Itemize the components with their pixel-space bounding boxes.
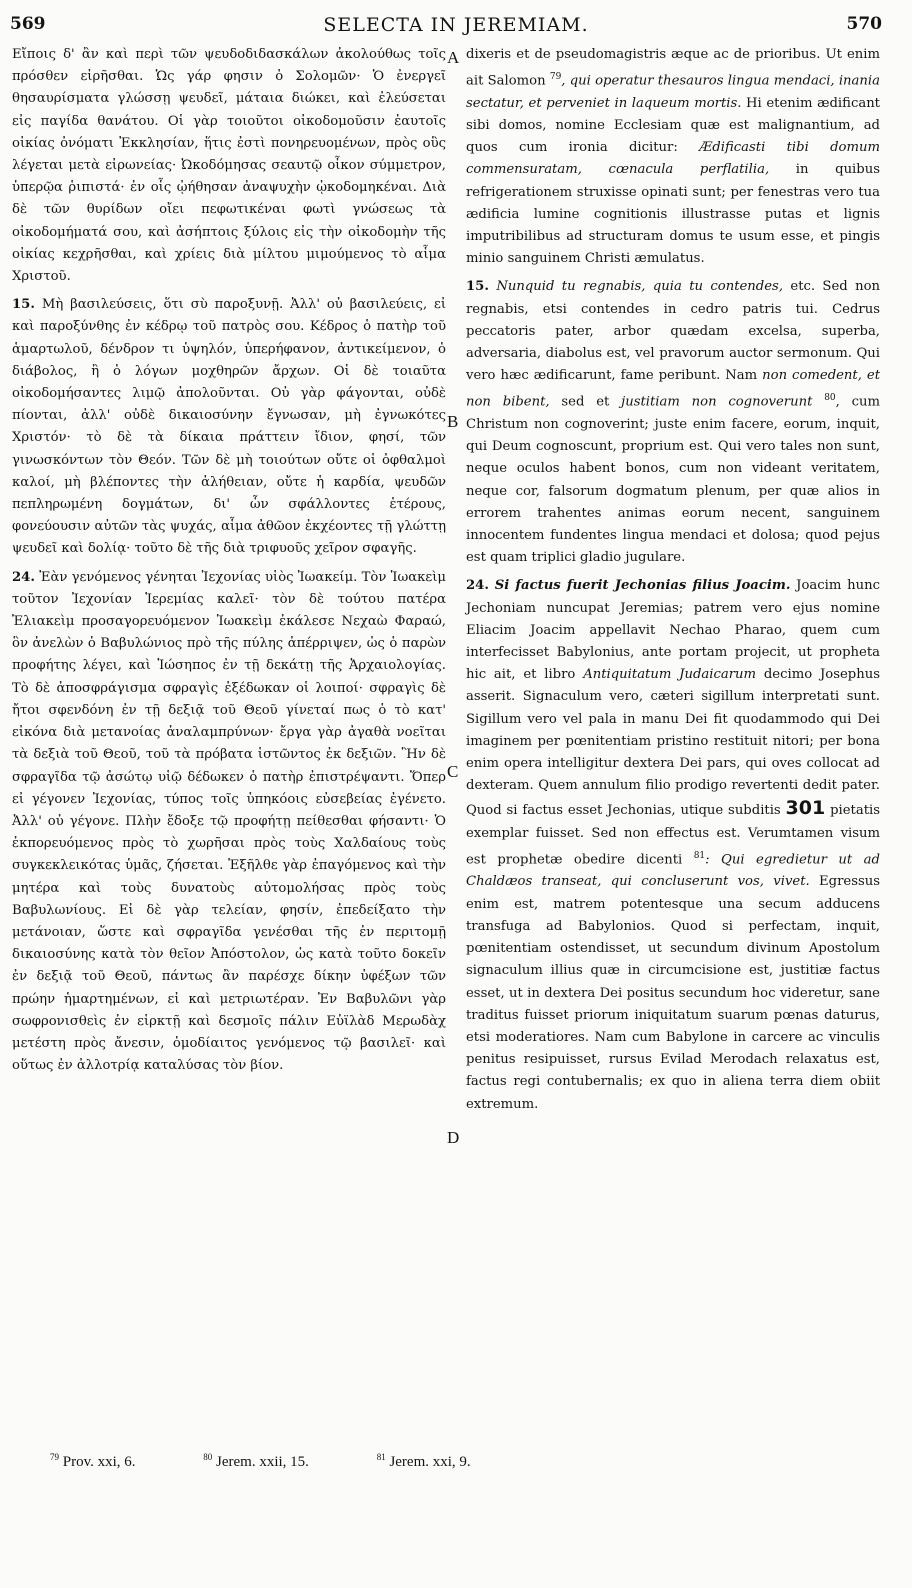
footnote-text: Jerem. xxi, 9.: [389, 1454, 471, 1470]
greek-paragraph: [12, 567, 446, 1078]
latin-paragraph: [466, 575, 880, 1115]
latin-text: Joacim hunc Jechoniam nuncupat Jeremias; patrem vero ejus nomine Eliacim Joacim appellavit Nechao Pharao, quem cum interfecisset Babylonius, ante portam projecit, ut propheta hic ait, et libro: [466, 578, 880, 683]
latin-quote: , qui operatur thesauros lingua mendaci, inania sectatur, et perveniet in laqueum mortis.: [466, 73, 880, 111]
footnotes: [50, 1452, 870, 1471]
footnote-ref: 81: [693, 850, 706, 861]
margin-letter-c: C: [447, 762, 459, 781]
footnote-text: Jerem. xxii, 15.: [216, 1454, 309, 1470]
verse-number: 24.: [12, 569, 35, 585]
verse-number: 24.: [466, 578, 489, 594]
page-header: [0, 0, 912, 40]
latin-text: sed et: [561, 394, 610, 410]
latin-quote: Nunquid tu regnabis, quia tu contendes,: [496, 279, 784, 295]
latin-text: Egressus enim est, matrem potentesque una secum adducens transfuga ad Babylonios. Quod si perfectam, inquit, pœnitentiam ostendisset, ut secundum divinum Apostolum signaculum illius quæ in circumcisione est, justitiæ factus esset, ut in dextera Dei positus secundum hoc videretur, sane traditus fuisset priorum iniquitatum suarum pœnas daturus, etsi moderatiores. Nam cum Babylone in carcere ac vinculis penitus resipuisset, rursus Evilad Merodach relaxatus est, factus regi contubernalis; ex quo in aliena terra diem obiit extremum.: [466, 874, 880, 1112]
verse-number: 15.: [12, 297, 35, 313]
greek-column: [12, 44, 446, 1077]
greek-text: Μὴ βασιλεύσεις, ὅτι σὺ παροξυνῇ. Ἀλλ' οὐ βασιλεύεις, εἰ καὶ παροξύνθης ἐν κέδρῳ τοῦ πατρὸς σου. Κέδρος ὁ πατὴρ τοῦ ἁμαρτωλοῦ, δένδρον τι ὑψηλόν, ὑπερήφανον, ἀντικείμενον, ὁ διάβολος, ἢ ὁ λόγων μοχθηρῶν ἄρχων. Οἱ δὲ τοιαῦτα οἰκοδομήσαντες λιμῷ ἀπολοῦνται. Οὐ γὰρ φάγονται, οὐδὲ πίονται, ἀλλ' οὐδὲ δικαιοσύνην ἔγνωσαν, μὴ ἐγνωκότες Χριστόν· τὸ δὲ τὰ δίκαια πράττειν ἴδιον, φησί, τῶν γινωσκόντων τὸν Θεόν. Τῶν δὲ μὴ τοιούτων οὔτε οἱ ὀφθαλμοὶ καλοί, μὴ βλέποντες τὴν ἀλήθειαν, οὔτε ἡ καρδία, ψευδῶν πεπληρωμένη δογμάτων, δι' ὧν σφάλλοντες ἑτέρους, φονεύουσιν αὐτῶν τὰς ψυχάς, αἷμα ἀθῶον ἐκχέοντες τῇ γλώττῃ ψευδεῖ καὶ δολίᾳ· τοῦτο δὲ τῆς διὰ τριφυοῦς χεῖρον σφαγῆς.: [12, 297, 446, 557]
latin-quote: : Qui egredietur ut ad Chaldæos transeat, qui concluserunt vos, vivet.: [466, 852, 880, 890]
latin-text: etc. Sed non regnabis, etsi contendes in cedro patris tui. Cedrus peccatoris pater, arbor quædam excelsa, superba, adversaria, diabolus est, vel pravorum auctor sermonum. Qui vero hæc ædificarunt, fame peribunt. Nam: [466, 279, 881, 384]
latin-paragraph: [466, 44, 880, 270]
margin-letter-b: B: [447, 412, 459, 431]
margin-letter-d: D: [447, 1128, 460, 1147]
footnote: [377, 1454, 503, 1470]
footnote-text: Prov. xxi, 6.: [62, 1454, 136, 1470]
verse-number: 15.: [466, 279, 489, 295]
latin-text: in quibus refrigerationem struxisse opinati sunt; per fenestras vero tua ædificia lumine cognitionis illustrasse putas et lignis imputribilibus ad structuram domus te usum esse, et pingis minio sanguinem Christi æmulatus.: [466, 162, 880, 267]
latin-quote: Si factus fuerit Jechonias filius Joacim.: [494, 578, 791, 594]
margin-letter-a: A: [447, 48, 460, 67]
latin-column: [466, 44, 880, 1116]
footnote-ref: 80: [824, 393, 836, 404]
latin-quote: justitiam non cognoverunt: [621, 394, 813, 410]
latin-quote: Antiquitatum Judaicarum: [583, 667, 757, 683]
column-number: 301: [785, 797, 826, 820]
greek-text: Ἐὰν γενόμενος γένηται Ἰεχονίας υἱὸς Ἰωακείμ. Τὸν Ἰωακεὶμ τοῦτον Ἰεχονίαν Ἱερεμίας καλεῖ· τὸν δὲ τούτου πατέρα Ἐλιακεὶμ προσαγορευόμενον Ἰωακεὶμ ἐκάλεσε Νεχαὼ Φαραώ, ὃν ἀνελὼν ὁ Βαβυλώνιος πρὸ τῆς πύλης ἀπέρριψεν, ὡς ὁ παρὼν προφήτης λέγει, καὶ Ἰώσηπος ἐν τῇ δεκάτῃ τῆς Ἀρχαιολογίας. Τὸ δὲ ἀποσφράγισμα σφραγὶς ἐξέδωκαν οἱ λοιποί· σφραγὶς δὲ ἤτοι σφενδόνη ἐν τῇ δεξιᾷ τοῦ Θεοῦ γίνεταί πως ὁ τὸ κατ' εἰκόνα διὰ μετανοίας ἀναλαμπρύνων· ἔργα γὰρ ἀγαθὰ νοεῖται τὰ δεξιὰ τοῦ Θεοῦ, τοῦ τὰ πρόβατα ἱστῶντος ἐκ δεξιῶν. Ἣν δὲ σφραγῖδα τῷ ἀσώτῳ υἱῷ δέδωκεν ὁ πατὴρ ἐπιστρέψαντι. Ὅπερ εἰ γέγονεν Ἰεχονίας, τύπος τοῖς ὑπηκόοις εὐσεβείας ἐγένετο. Ἀλλ' οὐ γέγονε. Πλὴν ἔδοξε τῷ προφήτῃ πείθεσθαι φήσαντι· Ὁ ἐκπορευόμενος πρὸς τὸ χωρῆσαι πρὸς τοὺς Χαλδαίους τοὺς συγκεκλεικότας ὑμᾶς, ζήσεται. Ἐξῆλθε γὰρ ἐπαγόμενος καὶ τὴν μητέρα καὶ τοὺς δυνατοὺς αὐτομολήσας πρὸς τοὺς Βαβυλωνίους. Εἰ δὲ γὰρ τελείαν, φησίν, ἐπεδείξατο τὴν μετάνοιαν, ὥστε καὶ σφραγῖδα γενέσθαι τῆς ἐν περιτομῇ δικαιοσύνης κατὰ τὸν θεῖον Ἀπόστολον, ὡς κατὰ τοῦτο δοκεῖν ἐν δεξιᾷ τοῦ Θεοῦ, πάντως ἂν παρέσχε δίκην ὑφέξων τῶν πρώην ἡμαρτημένων, εἰ καὶ μετριωτέραν. Ἐν Βαβυλῶνι γὰρ σωφρονισθεὶς ἐν εἱρκτῇ καὶ δεσμοῖς πάλιν Εὐϊλὰδ Μερωδὰχ μετέστη πρὸς ἄνεσιν, ὁμοδίαιτος γενόμενος τῷ βασιλεῖ· καὶ οὕτως ἐν ἀλλοτρίᾳ καταλύσας τὸν βίον.: [12, 569, 446, 1074]
latin-quote: non comedent, et non bibent,: [466, 368, 880, 410]
latin-text: , cum Christum non cognoverint; juste enim facere, eorum, inquit, qui Deum cognoscunt, proprium est. Qui vero tales non sunt, neque oculos habent bonos, cum non videant veritatem, neque cor, falsorum dogmatum plenum, per quæ alios in errorem trahentes animas eorum necent, sanguinem innocentem fundentes lingua mendaci et dolosa; quod pejus est quam triplici gladio jugulare.: [466, 394, 881, 566]
latin-quote: Ædificasti tibi domum commensuratam, cœnacula perflatilia,: [466, 140, 880, 178]
footnote: [203, 1454, 341, 1470]
running-title: SELECTA IN JEREMIAM.: [323, 14, 589, 36]
greek-paragraph: [12, 294, 446, 560]
greek-paragraph: [12, 44, 446, 288]
footnote-mark: 79: [50, 1452, 59, 1462]
latin-text: pietatis exemplar fuisset. Sed non effectus est. Verumtamen visum est prophetæ obedire dicenti: [466, 803, 880, 868]
footnote: [50, 1454, 168, 1470]
page-number-right: 570: [846, 14, 882, 34]
latin-text: dixeris et de pseudomagistris æque ac de prioribus. Ut enim ait Salomon: [466, 47, 880, 89]
latin-text: decimo Josephus asserit. Signaculum vero, cæteri sigillum interpretati sunt. Sigillum vero vel pala in manu Dei fit quodammodo qui Dei imaginem per pœnitentiam pristino restituit nitori; per bona enim opera intelligitur dextera Dei pars, qui oves collocat ad dexteram. Quem annulum filio prodigo revertenti dedit pater. Quod si factus esset Jechonias, utique subditis: [466, 667, 880, 819]
footnote-mark: 80: [203, 1452, 213, 1462]
greek-text: Εἴποις δ' ἂν καὶ περὶ τῶν ψευδοδιδασκάλων ἀκολούθως τοῖς πρόσθεν εἰρῆσθαι. Ὡς γάρ φησιν ὁ Σολομῶν· Ὁ ἐνεργεῖ θησαυρίσματα γλώσσῃ ψευδεῖ, μάταια διώκει, καὶ ἐλεύσεται εἰς παγίδα θανάτου. Οἱ γὰρ τοιοῦτοι οἰκοδομοῦσιν ἑαυτοῖς οἰκίας ὀνόματι Ἐκκλησίαν, ἥτις ἐστὶ πονηρευομένων, πρὸς οὓς λέγεται μετὰ εἰρωνείας· Ὠκοδόμησας σεαυτῷ οἶκον σύμμετρον, ὑπερῷα ῥιπιστά· ἐν οἷς ᾠήθησαν ἀναψυχὴν ᾠκοδομηκέναι. Διὰ δὲ τῶν θυρίδων οἴει πεφωτικέναι φωτὶ γνώσεως τὰ οἰκοδομήματά σου, καὶ ἀσήπτοις ξύλοις εἰς τὴν οἰκοδομὴν τῆς οἰκίας κεχρῆσθαι, καὶ χρίεις διὰ μίλτου μιμούμενος τὸ αἷμα Χριστοῦ.: [12, 47, 446, 285]
footnote-ref: 79: [549, 72, 562, 83]
latin-paragraph: [466, 276, 880, 569]
footnote-mark: 81: [376, 1452, 386, 1462]
page-number-left: 569: [10, 14, 46, 34]
latin-text: Hi etenim ædificant sibi domos, nomine Ecclesiam quæ est malignantium, ad quos cum ironia dicitur:: [466, 95, 880, 156]
